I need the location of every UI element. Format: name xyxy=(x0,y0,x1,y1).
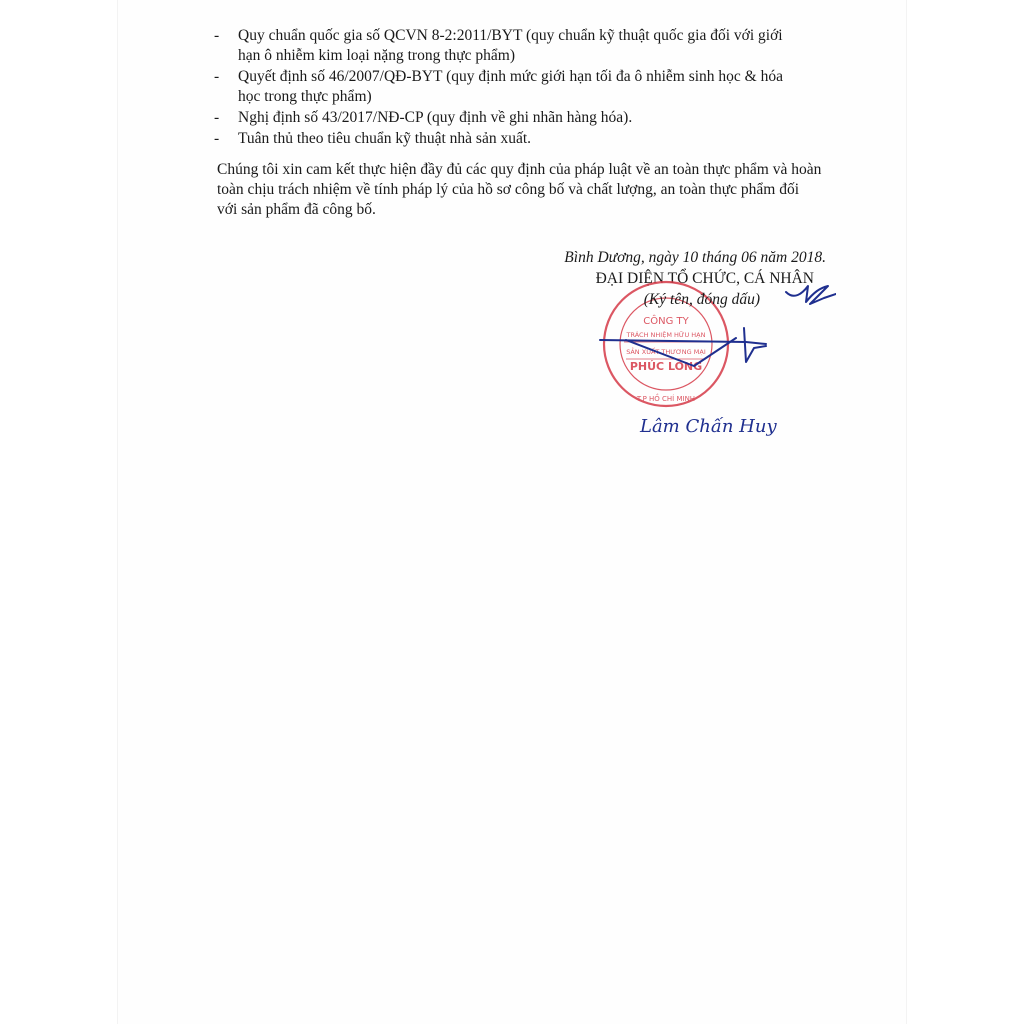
list-item xyxy=(214,108,798,128)
handwritten-name: Lâm Chấn Huy xyxy=(640,416,777,437)
stamp-bottom-text: T.P HỒ CHÍ MINH xyxy=(636,395,696,403)
stamp-line-2: TRÁCH NHIỆM HỮU HẠN xyxy=(626,331,706,339)
document-page xyxy=(118,0,906,1024)
representative-title: ĐẠI DIỆN TỔ CHỨC, CÁ NHÂN xyxy=(595,270,814,287)
commitment-paragraph xyxy=(217,160,825,220)
stamp-line-1: CÔNG TY xyxy=(643,316,689,327)
sign-instruction: (Ký tên, đóng dấu) xyxy=(643,291,760,308)
paragraph-line: Chúng tôi xin cam kết thực hiện đầy đủ các quy định của pháp luật về an toàn thực phẩm và hoàn xyxy=(217,161,822,178)
list-item-text: Quy chuẩn quốc gia số QCVN 8-2:2011/BYT (quy chuẩn kỹ thuật quốc gia đối với giới xyxy=(238,27,783,44)
bullet-dash: - xyxy=(214,68,220,85)
stamp-line-3: SẢN XUẤT THƯƠNG MẠI xyxy=(626,348,706,356)
bullet-dash: - xyxy=(214,27,220,44)
list-item-text: Tuân thủ theo tiêu chuẩn kỹ thuật nhà sản xuất. xyxy=(238,130,532,147)
paragraph-line: toàn chịu trách nhiệm về tính pháp lý của hồ sơ công bố và chất lượng, an toàn thực phẩm đối xyxy=(217,181,800,198)
list-item xyxy=(214,26,798,66)
list-item-text: Quyết định số 46/2007/QĐ-BYT (quy định mức giới hạn tối đa ô nhiễm sinh học & hóa xyxy=(238,68,783,85)
handwritten-name-icon xyxy=(638,404,798,444)
bullet-dash: - xyxy=(214,130,220,147)
regulation-list xyxy=(214,26,798,150)
signature-icon xyxy=(596,262,836,382)
stamp-line-4: PHÚC LONG xyxy=(629,360,703,373)
list-item-text: học trong thực phẩm) xyxy=(238,88,372,105)
list-item xyxy=(214,67,798,107)
list-item xyxy=(214,129,798,149)
place-date-line: Bình Dương, ngày 10 tháng 06 năm 2018. xyxy=(564,249,826,266)
list-item-text: hạn ô nhiễm kim loại nặng trong thực phẩm) xyxy=(238,47,516,64)
paragraph-line: với sản phẩm đã công bố. xyxy=(217,201,376,218)
bullet-dash: - xyxy=(214,109,220,126)
list-item-text: Nghị định số 43/2017/NĐ-CP (quy định về ghi nhãn hàng hóa). xyxy=(238,109,633,126)
